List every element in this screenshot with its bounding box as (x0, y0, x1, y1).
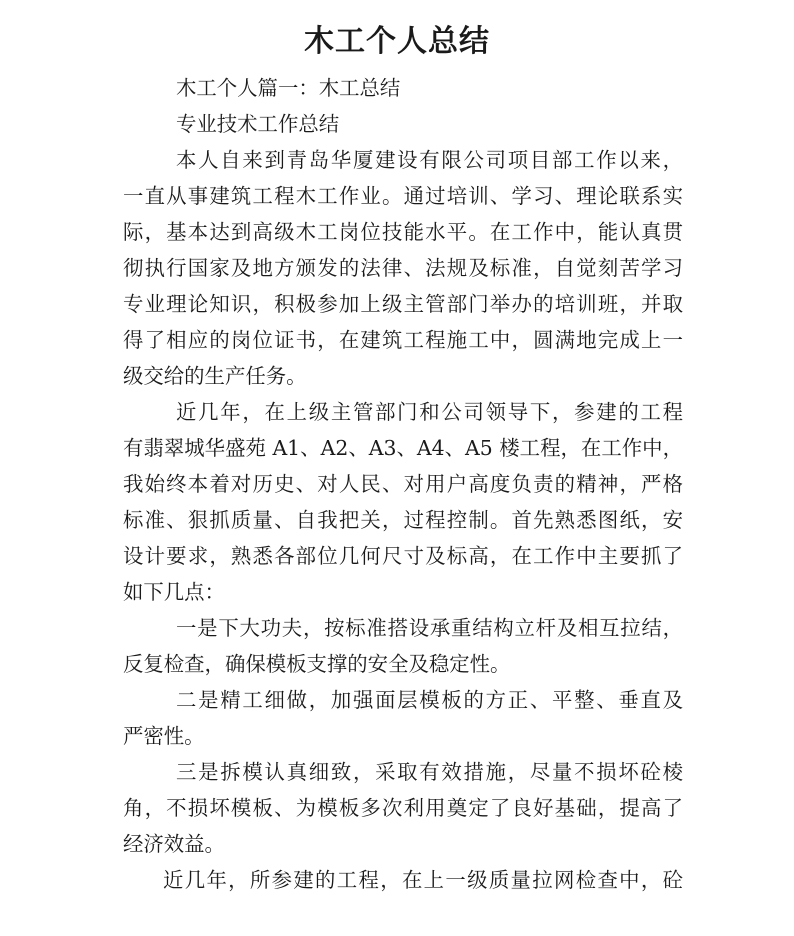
paragraph-line: 彻执行国家及地方颁发的法律、法规及标准，自觉刻苦学习 (123, 256, 683, 280)
paragraph-line: 级交给的生产任务。 (123, 364, 307, 388)
paragraph-line: 一是下大功夫，按标准搭设承重结构立杆及相互拉结， (176, 616, 683, 640)
paragraph-line: 近几年，所参建的工程，在上一级质量拉网检查中，砼 (163, 868, 683, 892)
paragraph-line: 三是拆模认真细致，采取有效措施，尽量不损坏砼棱 (176, 760, 683, 784)
paragraph-line: 严密性。 (123, 724, 205, 748)
paragraph-line: 得了相应的岗位证书，在建筑工程施工中，圆满地完成上一 (123, 328, 683, 352)
paragraph-line: 一直从事建筑工程木工作业。通过培训、学习、理论联系实 (123, 184, 683, 208)
paragraph-line: 我始终本着对历史、对人民、对用户高度负责的精神，严格 (123, 472, 683, 496)
paragraph-line: 如下几点： (123, 580, 225, 604)
paragraph-line: 近几年，在上级主管部门和公司领导下，参建的工程 (176, 400, 683, 424)
paragraph-line: 际，基本达到高级木工岗位技能水平。在工作中，能认真贯 (123, 220, 683, 244)
paragraph-line: 反复检查，确保模板支撑的安全及稳定性。 (123, 652, 511, 676)
paragraph-line: 有翡翠城华盛苑 A1、A2、A3、A4、A5 楼工程，在工作中， (123, 436, 683, 460)
section-heading: 木工个人篇一：木工总结 (176, 76, 401, 100)
subsection-heading: 专业技术工作总结 (176, 112, 340, 136)
paragraph-line: 本人自来到青岛华厦建设有限公司项目部工作以来， (176, 148, 683, 172)
paragraph-line: 设计要求，熟悉各部位几何尺寸及标高，在工作中主要抓了 (123, 544, 683, 568)
paragraph-line: 角，不损坏模板、为模板多次利用奠定了良好基础，提高了 (123, 796, 683, 820)
paragraph-line: 二是精工细做，加强面层模板的方正、平整、垂直及 (176, 688, 683, 712)
paragraph-line: 专业理论知识，积极参加上级主管部门举办的培训班，并取 (123, 292, 683, 316)
paragraph-line: 标准、狠抓质量、自我把关，过程控制。首先熟悉图纸，安 (123, 508, 683, 532)
document-body (123, 70, 683, 898)
document-title: 木工个人总结 (304, 24, 490, 59)
paragraph-line: 经济效益。 (123, 832, 225, 856)
